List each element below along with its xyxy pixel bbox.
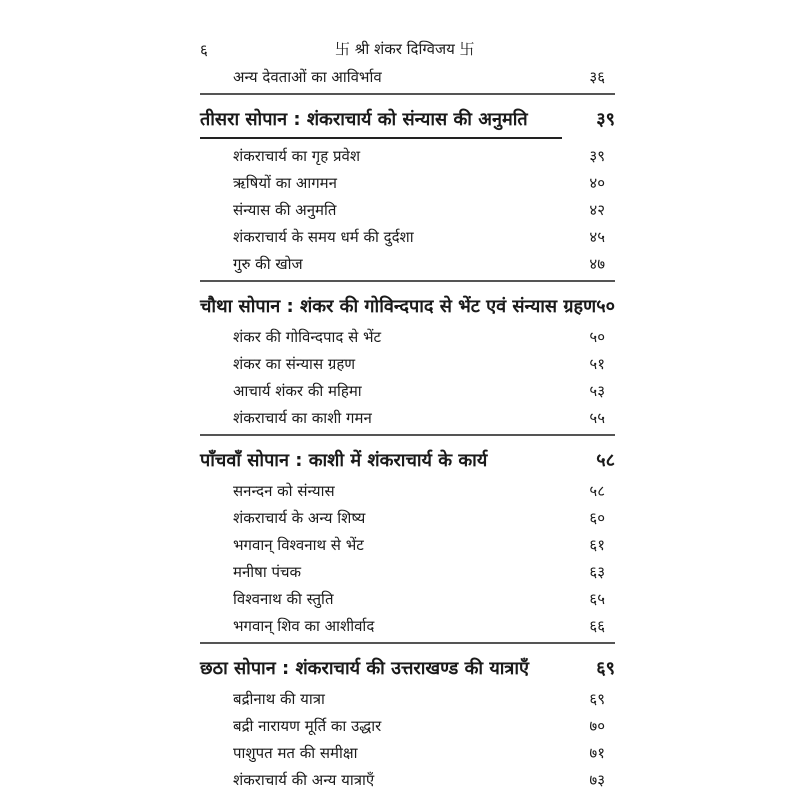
page-header	[200, 38, 609, 62]
toc-entry-page: ४२	[589, 201, 605, 219]
toc-entry-page: ४५	[589, 228, 605, 246]
toc-entry-page: ४७	[589, 255, 605, 273]
toc-entry	[200, 405, 615, 432]
toc-entry	[200, 767, 615, 794]
toc-entry-label: विश्वनाथ की स्तुति	[233, 590, 334, 608]
toc-entry-page: ६५	[589, 590, 605, 608]
toc-entry-page: ६०	[589, 509, 605, 527]
toc-entry-label: भगवान् शिव का आशीर्वाद	[233, 617, 375, 635]
toc-entry-label: भगवान् विश्वनाथ से भेंट	[233, 536, 364, 554]
toc-entry-label: शंकराचार्य का गृह प्रवेश	[233, 147, 361, 165]
toc-entry-page: ६९	[589, 690, 605, 708]
toc-entry-page: ७०	[589, 717, 605, 735]
toc-entry-label: संन्यास की अनुमति	[233, 201, 337, 219]
section-divider	[200, 280, 615, 282]
toc-entry-label: आचार्य शंकर की महिमा	[233, 382, 362, 400]
toc-entry-page: ६३	[589, 563, 605, 581]
toc-entry-label: ऋषियों का आगमन	[233, 174, 337, 192]
toc-entry-page: ७३	[589, 771, 605, 789]
toc-entry-page: ३९	[589, 147, 605, 165]
section-divider	[200, 434, 615, 436]
chapter-title: तीसरा सोपान : शंकराचार्य को संन्यास की अनुमति	[200, 109, 528, 130]
toc-entry	[200, 686, 615, 713]
toc-entry-page: ५०	[589, 328, 605, 346]
toc-entry-page: ५३	[589, 382, 605, 400]
toc-entry	[200, 378, 615, 405]
toc-entry-label: शंकराचार्य की अन्य यात्राएँ	[233, 771, 375, 789]
toc-entry-label: बद्रीनाथ की यात्रा	[233, 690, 325, 708]
toc-entry	[200, 613, 615, 640]
page-number: ६	[200, 41, 208, 59]
toc-entry	[200, 586, 615, 613]
toc-entry-page: ५८	[589, 482, 605, 500]
toc-entry	[200, 505, 615, 532]
toc-entry-label: शंकराचार्य के समय धर्म की दुर्दशा	[233, 228, 414, 246]
chapter-page: ६९	[596, 658, 615, 679]
toc-entry-label: अन्य देवताओं का आविर्भाव	[233, 68, 382, 86]
chapter-page: ३९	[596, 109, 615, 130]
chapter-page: ५८	[596, 450, 615, 471]
toc-entry	[200, 324, 615, 351]
toc-entry	[200, 351, 615, 378]
toc-entry-label: मनीषा पंचक	[233, 563, 302, 581]
toc-entry	[200, 64, 615, 91]
toc-entry	[200, 532, 615, 559]
toc-entry	[200, 251, 615, 278]
toc-entry-label: सनन्दन को संन्यास	[233, 482, 335, 500]
toc-entry-page: ५१	[589, 355, 605, 373]
section-divider	[200, 642, 615, 644]
toc-entry	[200, 559, 615, 586]
section-divider	[200, 93, 615, 95]
toc-entry-label: शंकर का संन्यास ग्रहण	[233, 355, 356, 373]
toc-entry	[200, 224, 615, 251]
toc-entry-page: ६१	[589, 536, 605, 554]
chapter-page: ५०	[596, 296, 615, 317]
chapter-title: चौथा सोपान : शंकर की गोविन्दपाद से भेंट एवं संन्यास ग्रहण	[200, 296, 597, 317]
toc-entry-page: ५५	[589, 409, 605, 427]
chapter-underline	[200, 137, 562, 139]
toc-entry-label: शंकर की गोविन्दपाद से भेंट	[233, 328, 382, 346]
toc-entry-page: ६६	[589, 617, 605, 635]
chapter-heading	[200, 290, 615, 324]
chapter-title: छठा सोपान : शंकराचार्य की उत्तराखण्ड की यात्राएँ	[200, 658, 529, 679]
toc-entry-label: बद्री नारायण मूर्ति का उद्धार	[233, 717, 382, 735]
running-title: 卐 श्री शंकर दिग्विजय 卐	[335, 40, 475, 58]
toc-entry-label: शंकराचार्य के अन्य शिष्य	[233, 509, 366, 527]
toc-entry-page: ४०	[589, 174, 605, 192]
toc-entry-label: शंकराचार्य का काशी गमन	[233, 409, 372, 427]
chapter-heading	[200, 652, 615, 686]
table-of-contents	[200, 64, 615, 794]
toc-entry	[200, 478, 615, 505]
toc-entry	[200, 197, 615, 224]
toc-entry	[200, 143, 615, 170]
chapter-heading	[200, 103, 615, 137]
toc-entry-label: पाशुपत मत की समीक्षा	[233, 744, 358, 762]
toc-entry	[200, 170, 615, 197]
toc-entry	[200, 740, 615, 767]
toc-entry	[200, 713, 615, 740]
chapter-title: पाँचवाँ सोपान : काशी में शंकराचार्य के कार्य	[200, 450, 488, 471]
chapter-heading	[200, 444, 615, 478]
toc-entry-label: गुरु की खोज	[233, 255, 303, 273]
toc-entry-page: ७१	[589, 744, 605, 762]
toc-entry-page: ३६	[589, 68, 605, 86]
